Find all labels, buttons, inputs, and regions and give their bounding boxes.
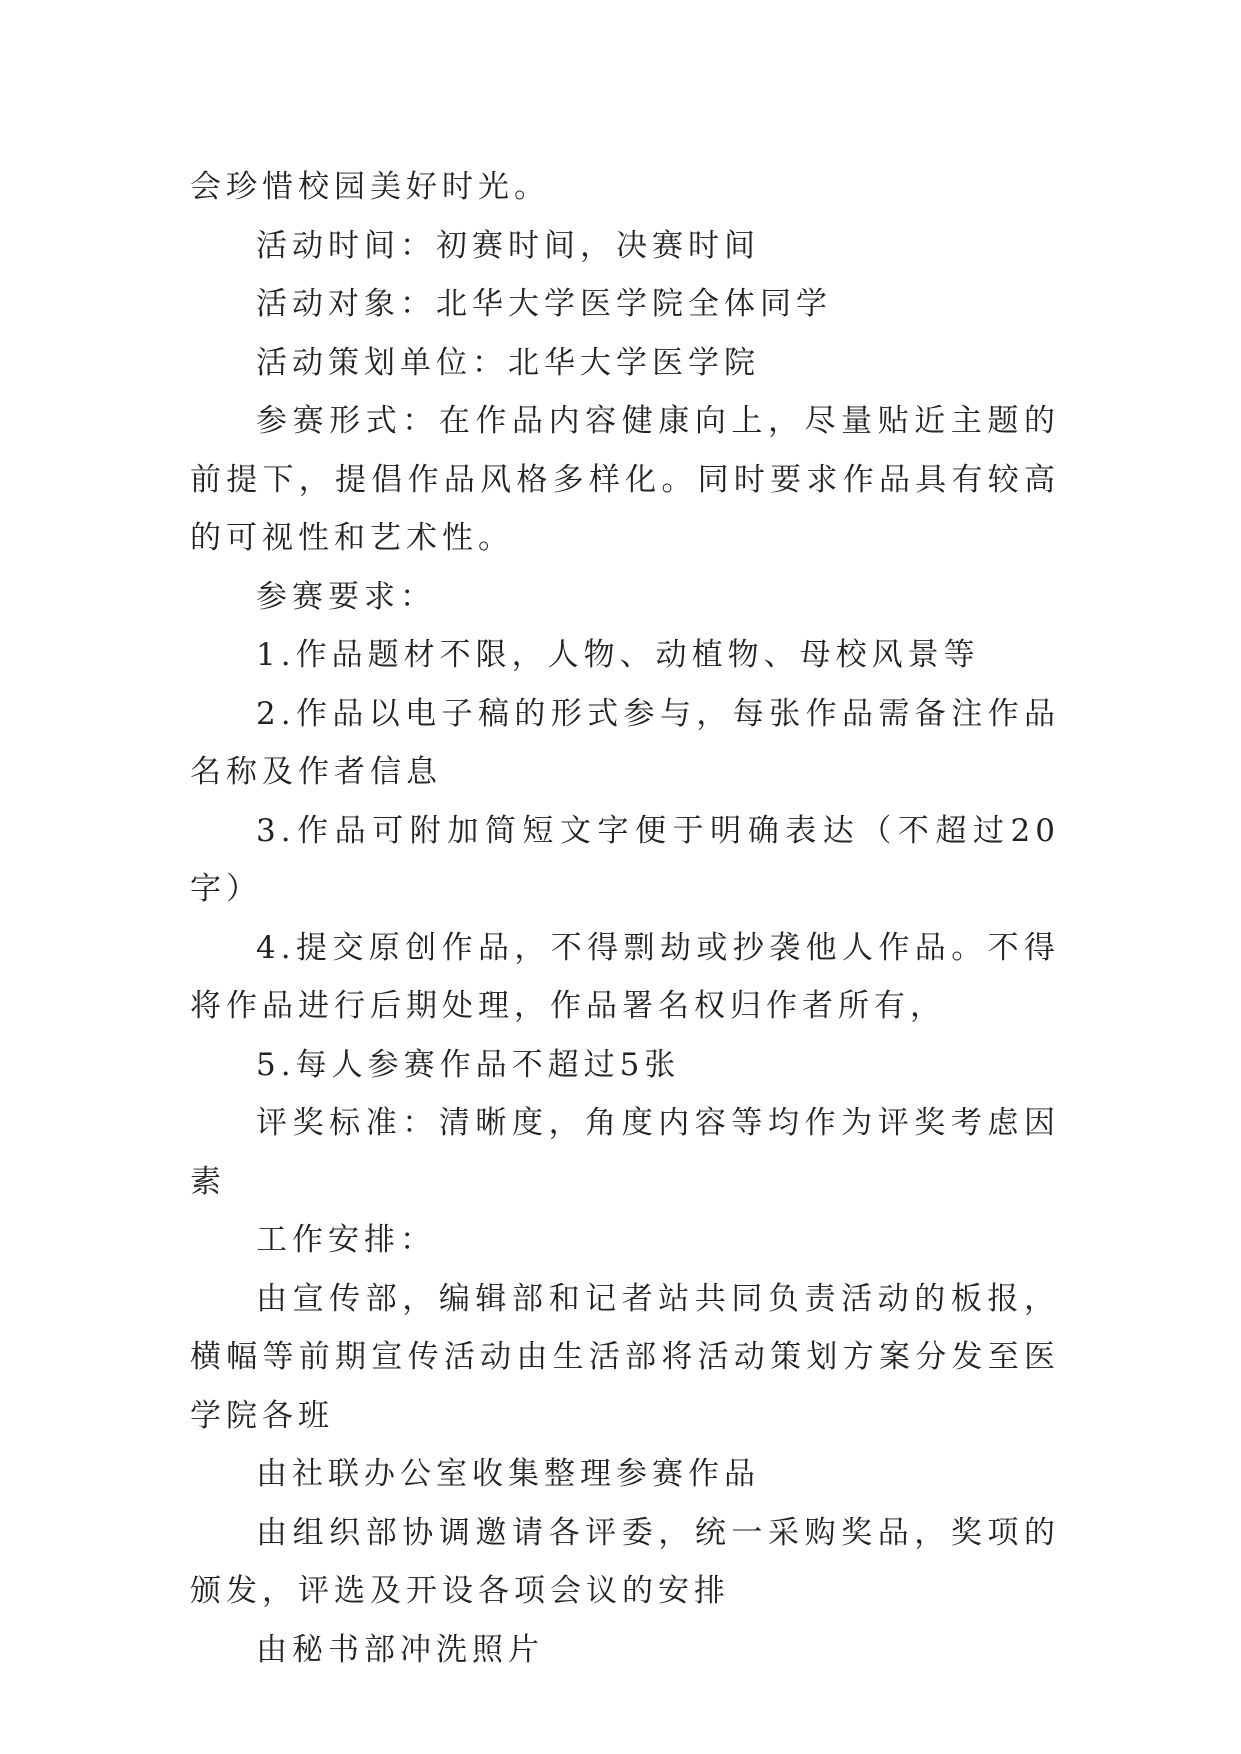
paragraph: 由社联办公室收集整理参赛作品 bbox=[256, 1456, 760, 1492]
paragraph: 由秘书部冲洗照片 bbox=[256, 1631, 544, 1668]
paragraph: 活动时间：初赛时间，决赛时间 bbox=[256, 227, 760, 264]
paragraph: 工作安排： bbox=[256, 1222, 436, 1258]
list-item: 5.每人参赛作品不超过5张 bbox=[256, 1046, 681, 1083]
document-body bbox=[190, 158, 1060, 1679]
paragraph: 会珍惜校园美好时光。 bbox=[190, 169, 550, 205]
paragraph: 评奖标准：清晰度，角度内容等均作为评奖考虑因素 bbox=[190, 1105, 1060, 1200]
paragraph: 参赛要求： bbox=[256, 578, 436, 615]
paragraph: 活动对象：北华大学医学院全体同学 bbox=[256, 286, 832, 322]
paragraph: 由组织部协调邀请各评委，统一采购奖品，奖项的颁发，评选及开设各项会议的安排 bbox=[190, 1514, 1060, 1609]
list-item: 3.作品可附加简短文字便于明确表达（不超过20字） bbox=[190, 812, 1060, 907]
paragraph: 活动策划单位：北华大学医学院 bbox=[256, 344, 760, 381]
list-item: 2.作品以电子稿的形式参与，每张作品需备注作品名称及作者信息 bbox=[190, 695, 1060, 790]
list-item: 1.作品题材不限，人物、动植物、母校风景等 bbox=[256, 637, 980, 673]
list-item: 4.提交原创作品，不得剽劫或抄袭他人作品。不得将作品进行后期处理，作品署名权归作者所有， bbox=[190, 929, 1060, 1024]
paragraph: 由宣传部，编辑部和记者站共同负责活动的板报，横幅等前期宣传活动由生活部将活动策划方案分发至医学院各班 bbox=[190, 1280, 1060, 1434]
paragraph: 参赛形式：在作品内容健康向上，尽量贴近主题的前提下，提倡作品风格多样化。同时要求作品具有较高的可视性和艺术性。 bbox=[190, 403, 1060, 556]
